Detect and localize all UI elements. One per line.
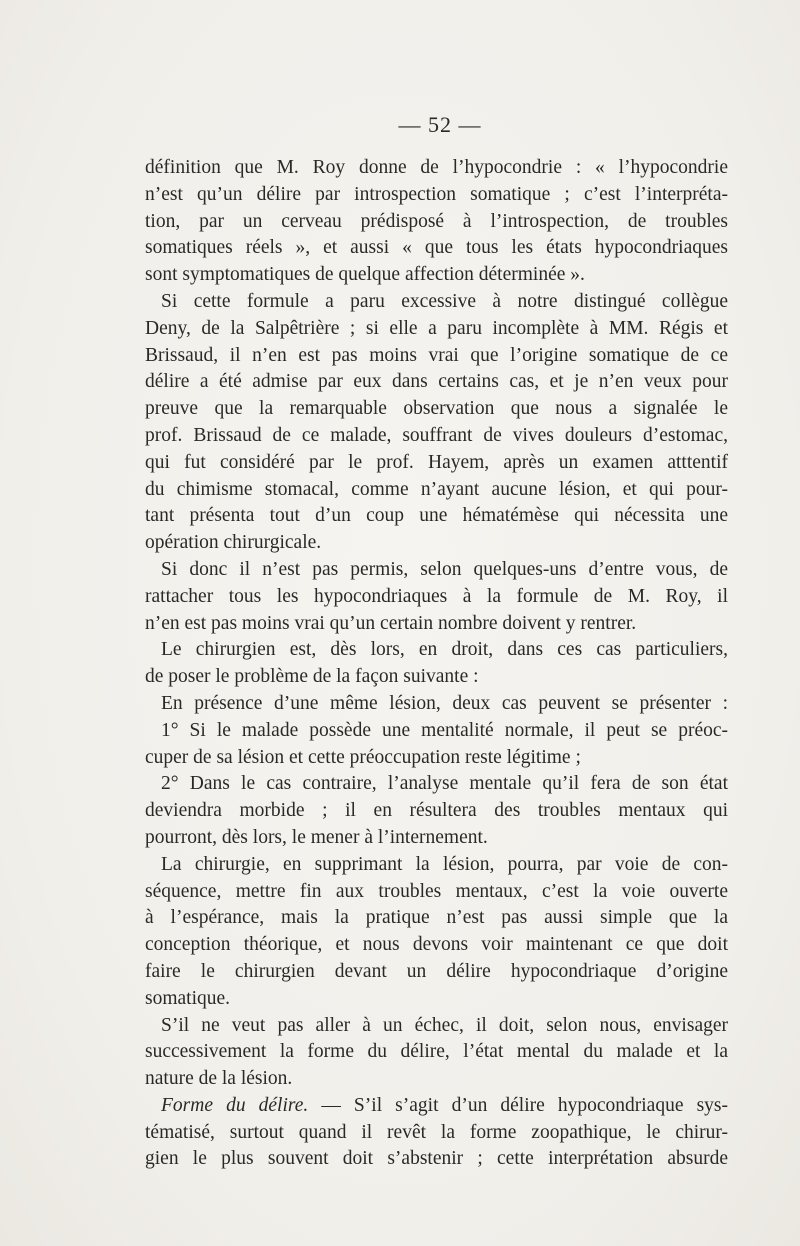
text-line: à l’espérance, mais la pratique n’est pas aussi simple que la (145, 907, 728, 929)
text-line: rattacher tous les hypocondriaques à la formule de M. Roy, il (145, 585, 728, 607)
text-line: Si cette formule a paru excessive à notre distingué collègue (161, 290, 728, 312)
text-line: conception théorique, et nous devons voir maintenant ce que doit (145, 934, 728, 956)
text-line: tion, par un cerveau prédisposé à l’introspection, de troubles (145, 210, 728, 232)
text-line: Brissaud, il n’en est pas moins vrai que l’origine somatique de ce (145, 344, 728, 366)
text-line (145, 1093, 728, 1120)
text-line: du chimisme stomacal, comme n’ayant aucune lésion, et qui pour- (145, 478, 728, 500)
text-line: qui fut considéré par le prof. Hayem, après un examen atttentif (145, 451, 728, 473)
section-heading-rest: — S’il s’agit d’un délire hypocondriaque sys- (308, 1094, 728, 1116)
text-line: délire a été admise par eux dans certains cas, et je n’en veux pour (145, 371, 728, 393)
body-text (145, 155, 728, 1173)
text-line: nature de la lésion. (145, 1068, 293, 1090)
text-line: deviendra morbide ; il en résultera des troubles mentaux qui (145, 800, 728, 822)
text-line: Le chirurgien est, dès lors, en droit, dans ces cas particuliers, (161, 639, 728, 661)
text-line: La chirurgie, en supprimant la lésion, pourra, par voie de con- (161, 853, 728, 875)
text-line: prof. Brissaud de ce malade, souffrant de vives douleurs d’estomac, (145, 424, 728, 446)
text-line: S’il ne veut pas aller à un échec, il doit, selon nous, envisager (161, 1014, 728, 1036)
text-line: tématisé, surtout quand il revêt la forme zoopathique, le chirur- (145, 1121, 728, 1143)
text-line: pourront, dès lors, le mener à l’internement. (145, 826, 488, 848)
text-line: 1° Si le malade possède une mentalité normale, il peut se préoc- (161, 719, 728, 741)
text-line: cuper de sa lésion et cette préoccupation reste légitime ; (145, 746, 581, 768)
section-heading: Forme du délire. (161, 1094, 309, 1116)
text-line: définition que M. Roy donne de l’hypocondrie : « l’hypocondrie (145, 157, 728, 178)
text-line: tant présenta tout d’un coup une hématémèse qui nécessita une (145, 505, 728, 527)
text-line: opération chirurgicale. (145, 532, 322, 554)
text-line: En présence d’une même lésion, deux cas peuvent se présenter : (161, 692, 728, 714)
text-line: somatiques réels », et aussi « que tous les états hypocondriaques (145, 237, 728, 259)
text-line: gien le plus souvent doit s’abstenir ; cette interprétation absurde (145, 1148, 728, 1170)
text-line: n’est qu’un délire par introspection somatique ; c’est l’interpréta- (145, 183, 728, 205)
text-line: 2° Dans le cas contraire, l’analyse mentale qu’il fera de son état (161, 773, 728, 795)
text-line: Si donc il n’est pas permis, selon quelques-uns d’entre vous, de (161, 558, 728, 580)
text-line: n’en est pas moins vrai qu’un certain nombre doivent y rentrer. (145, 612, 637, 634)
text-line: Deny, de la Salpêtrière ; si elle a paru incomplète à MM. Régis et (145, 317, 728, 339)
text-line: successivement la forme du délire, l’état mental du malade et la (145, 1041, 728, 1063)
text-line: de poser le problème de la façon suivante : (145, 666, 479, 688)
text-line: sont symptomatiques de quelque affection déterminée ». (145, 264, 585, 286)
text-line: faire le chirurgien devant un délire hypocondriaque d’origine (145, 960, 728, 982)
text-line: séquence, mettre fin aux troubles mentaux, c’est la voie ouverte (145, 880, 728, 902)
text-line: preuve que la remarquable observation que nous a signalée le (145, 398, 728, 420)
page-number: — 52 — (398, 112, 482, 137)
text-line: somatique. (145, 987, 231, 1009)
